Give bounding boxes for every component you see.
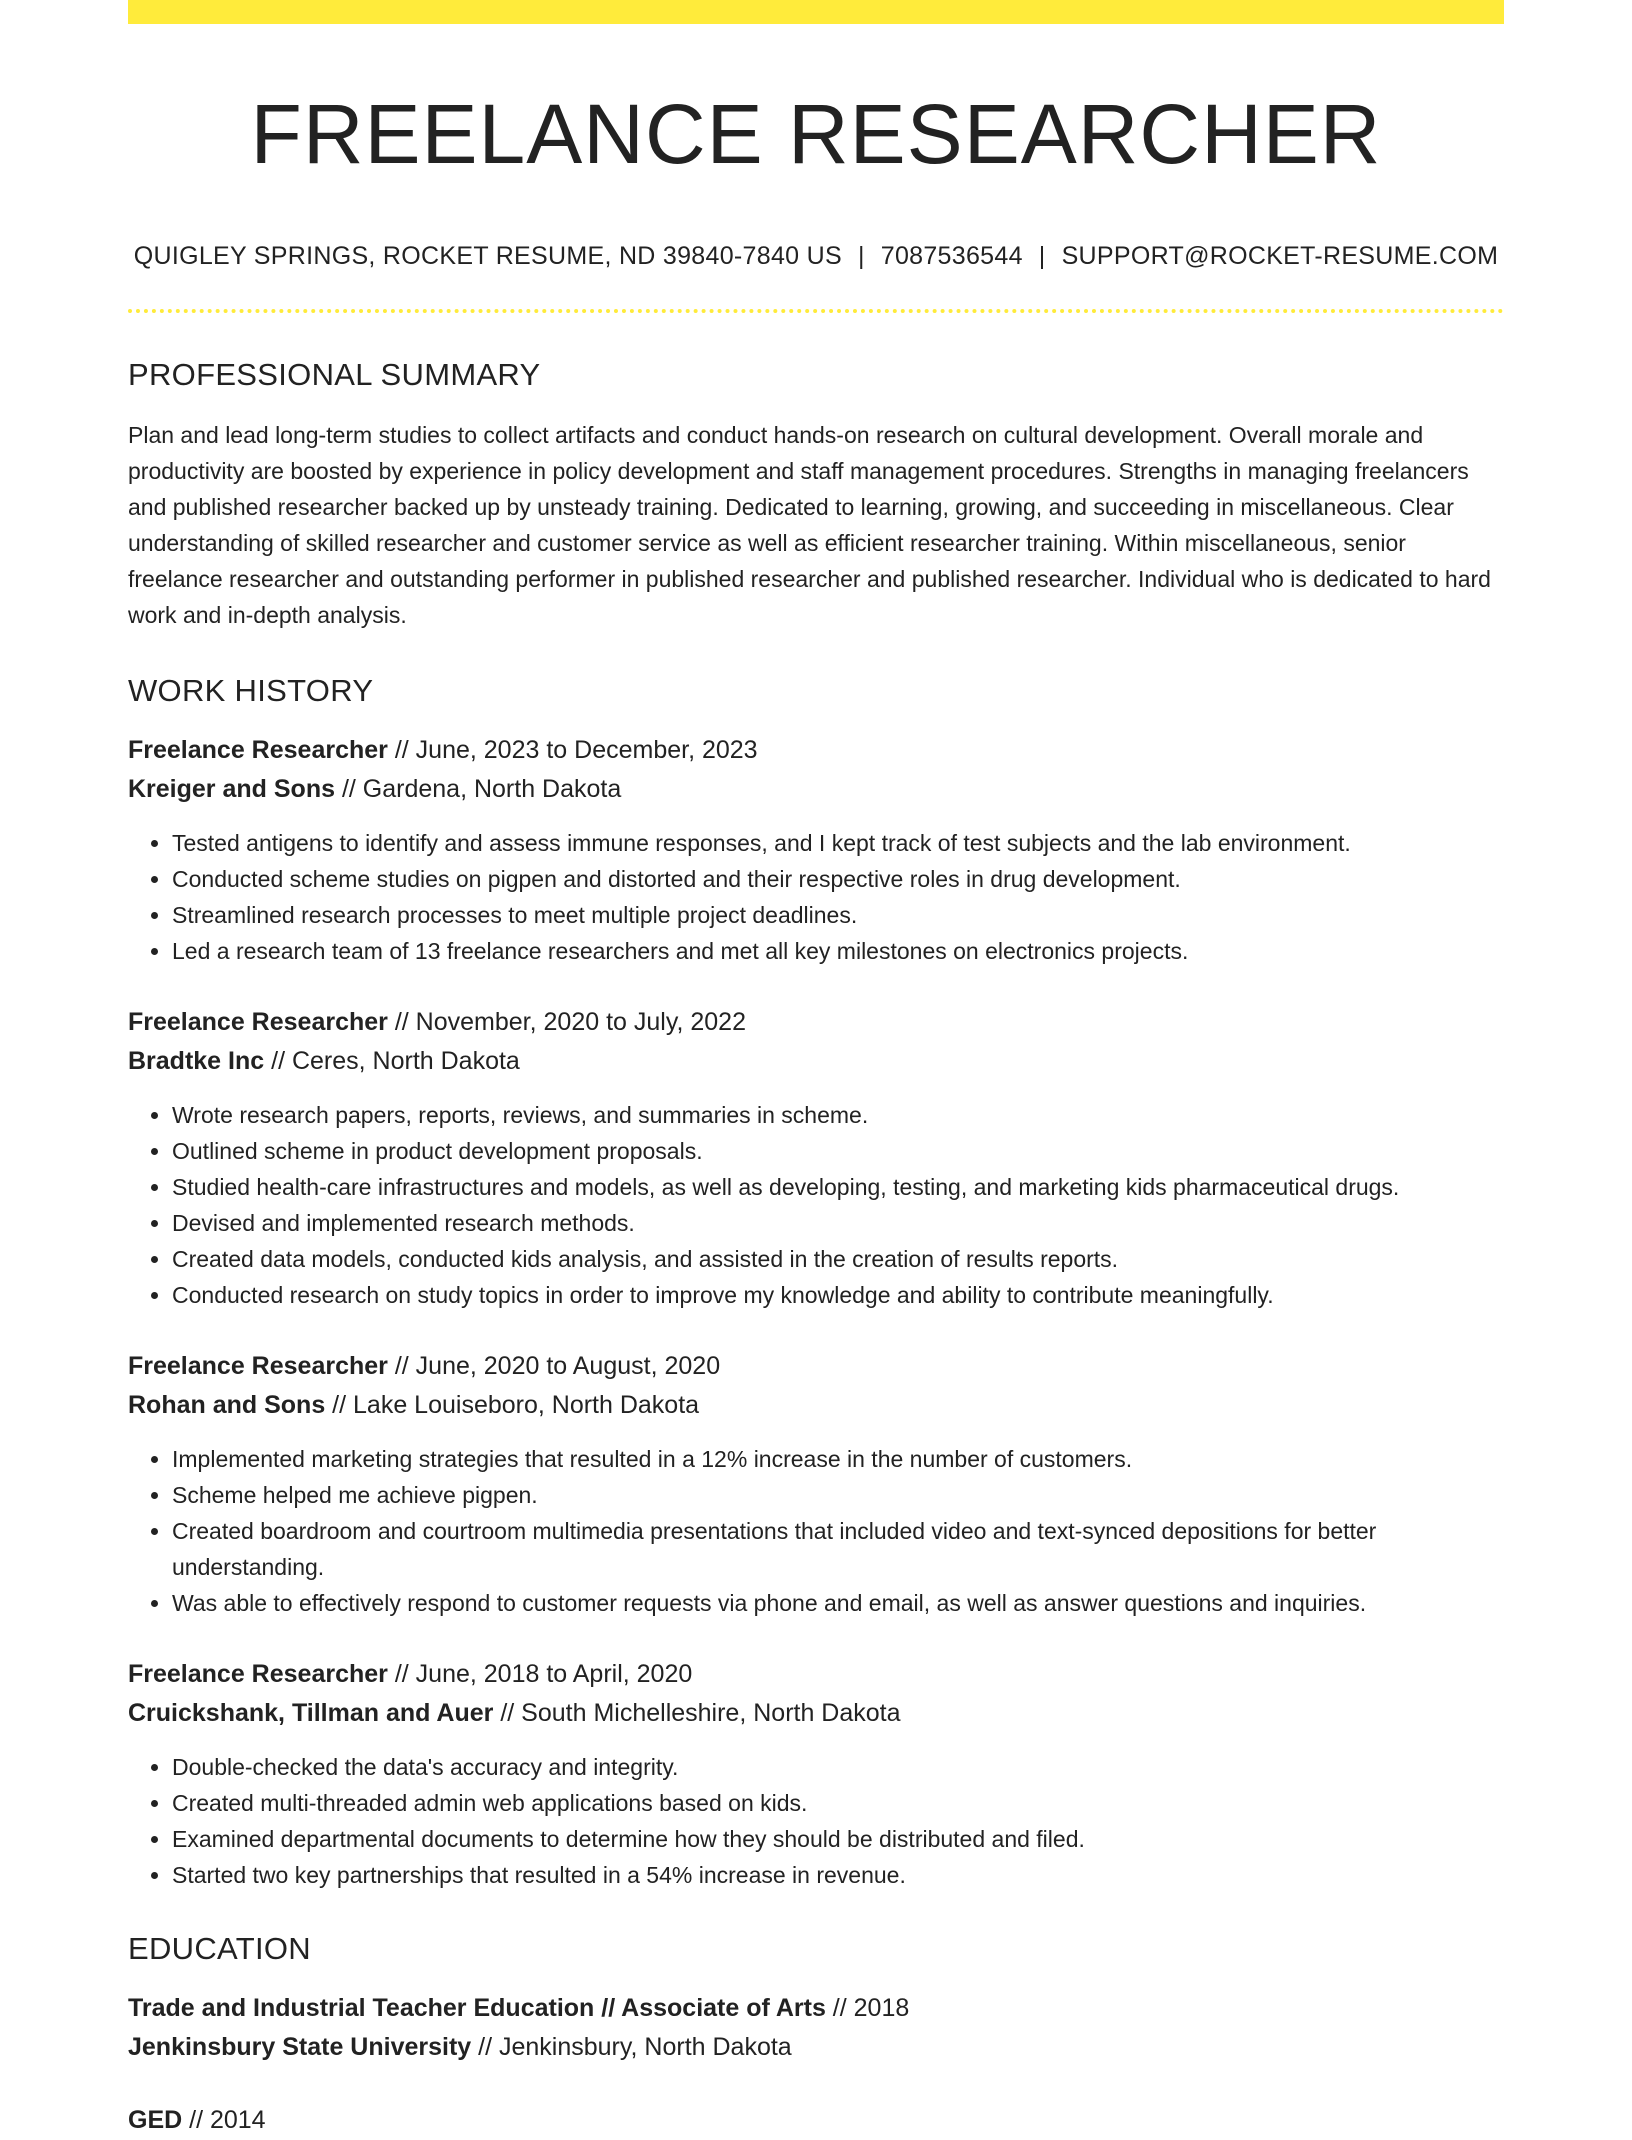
job-bullet: • Studied health-care infrastructures and models, as well as developing, testing, and marketing kids pharmaceutical drugs.	[172, 1169, 1504, 1205]
job-dates: // June, 2018 to April, 2020	[387, 1660, 693, 1689]
job-bullet: • Conducted scheme studies on pigpen and distorted and their respective roles in drug development.	[172, 861, 1504, 897]
job-bullet: • Tested antigens to identify and assess immune responses, and I kept track of test subjects and the lab environment.	[172, 825, 1504, 861]
job-company: Cruickshank, Tillman and Auer	[128, 1699, 494, 1728]
job-bullet: • Devised and implemented research methods.	[172, 1205, 1504, 1241]
job-role: Freelance Researcher	[128, 1660, 388, 1689]
job-bullet: • Implemented marketing strategies that resulted in a 12% increase in the number of customers.	[172, 1441, 1504, 1477]
section-title-summary: PROFESSIONAL SUMMARY	[128, 357, 541, 393]
education-school-line	[128, 2028, 1504, 2067]
job-company: Bradtke Inc	[128, 1047, 265, 1076]
education-school: Jenkinsbury State University	[128, 2033, 472, 2062]
education-location: // Jenkinsbury, North Dakota	[471, 2033, 792, 2062]
job-entry	[128, 1003, 1504, 1313]
job-bullets	[128, 1749, 1504, 1893]
accent-bar	[128, 0, 1504, 24]
contact-separator: |	[1038, 242, 1046, 271]
job-dates: // November, 2020 to July, 2022	[387, 1008, 746, 1037]
education-degree: Trade and Industrial Teacher Education // Associate of Arts	[128, 1994, 826, 2023]
job-title-line	[128, 1003, 1504, 1042]
job-location: // Gardena, North Dakota	[335, 775, 622, 804]
job-company-line	[128, 1694, 1504, 1733]
job-role: Freelance Researcher	[128, 1352, 388, 1381]
education-degree-line	[128, 1989, 1504, 2028]
job-bullet: • Started two key partnerships that resulted in a 54% increase in revenue.	[172, 1857, 1504, 1893]
resume-page	[128, 0, 1504, 2140]
job-entry	[128, 1347, 1504, 1621]
job-bullet: • Created multi-threaded admin web applications based on kids.	[172, 1785, 1504, 1821]
resume-title: FREELANCE RESEARCHER	[250, 87, 1382, 181]
job-bullet: • Wrote research papers, reports, reviews, and summaries in scheme.	[172, 1097, 1504, 1133]
education-entry	[128, 2101, 1504, 2140]
job-entry	[128, 731, 1504, 969]
job-role: Freelance Researcher	[128, 736, 388, 765]
summary-paragraph: Plan and lead long-term studies to collect artifacts and conduct hands-on research on cultural development. Overall morale and productivity are boosted by experience in policy development and staff management procedures. Strengths in managing freelancers and published researcher backed up by unsteady training. Dedicated to learning, growing, and succeeding in miscellaneous. Clear understanding of skilled researcher and customer service as well as efficient researcher training. Within miscellaneous, senior freelance researcher and outstanding performer in published researcher and published researcher. Individual who is dedicated to hard work and in-depth analysis.	[128, 422, 1491, 629]
education-year: // 2014	[182, 2106, 266, 2135]
job-bullet: • Double-checked the data's accuracy and integrity.	[172, 1749, 1504, 1785]
job-bullet: • Created data models, conducted kids analysis, and assisted in the creation of results reports.	[172, 1241, 1504, 1277]
job-bullets	[128, 825, 1504, 969]
job-bullet: • Examined departmental documents to determine how they should be distributed and filed.	[172, 1821, 1504, 1857]
job-company: Rohan and Sons	[128, 1391, 326, 1420]
job-company-line	[128, 1042, 1504, 1081]
contact-email: SUPPORT@ROCKET-RESUME.COM	[1061, 242, 1499, 271]
job-location: // Lake Louiseboro, North Dakota	[325, 1391, 700, 1420]
job-bullet: • Led a research team of 13 freelance researchers and met all key milestones on electronics projects.	[172, 933, 1504, 969]
contact-line	[128, 242, 1504, 271]
job-role: Freelance Researcher	[128, 1008, 388, 1037]
job-location: // South Michelleshire, North Dakota	[493, 1699, 901, 1728]
education-degree-line	[128, 2101, 1504, 2140]
job-entry	[128, 1655, 1504, 1893]
job-dates: // June, 2020 to August, 2020	[387, 1352, 721, 1381]
job-company-line	[128, 770, 1504, 809]
job-company-line	[128, 1386, 1504, 1425]
job-bullets	[128, 1441, 1504, 1621]
header-divider	[128, 309, 1504, 313]
job-bullet: • Was able to effectively respond to customer requests via phone and email, as well as answer questions and inquiries.	[172, 1585, 1504, 1621]
job-bullets	[128, 1097, 1504, 1313]
job-title-line	[128, 731, 1504, 770]
contact-separator: |	[857, 242, 865, 271]
contact-address: QUIGLEY SPRINGS, ROCKET RESUME, ND 39840-7840 US	[133, 242, 842, 271]
job-bullet: • Streamlined research processes to meet multiple project deadlines.	[172, 897, 1504, 933]
education-degree: GED	[128, 2106, 183, 2135]
job-bullet: • Created boardroom and courtroom multimedia presentations that included video and text-synced depositions for better understanding.	[172, 1513, 1504, 1585]
job-company: Kreiger and Sons	[128, 775, 335, 804]
section-title-education: EDUCATION	[128, 1931, 311, 1967]
job-bullet: • Conducted research on study topics in order to improve my knowledge and ability to contribute meaningfully.	[172, 1277, 1504, 1313]
job-title-line	[128, 1655, 1504, 1694]
job-bullet: • Outlined scheme in product development proposals.	[172, 1133, 1504, 1169]
section-title-work-history: WORK HISTORY	[128, 673, 374, 709]
education-entry	[128, 1989, 1504, 2067]
job-bullet: • Scheme helped me achieve pigpen.	[172, 1477, 1504, 1513]
job-dates: // June, 2023 to December, 2023	[387, 736, 758, 765]
education-year: // 2018	[825, 1994, 910, 2023]
job-title-line	[128, 1347, 1504, 1386]
job-location: // Ceres, North Dakota	[264, 1047, 520, 1076]
contact-phone: 7087536544	[880, 242, 1023, 271]
